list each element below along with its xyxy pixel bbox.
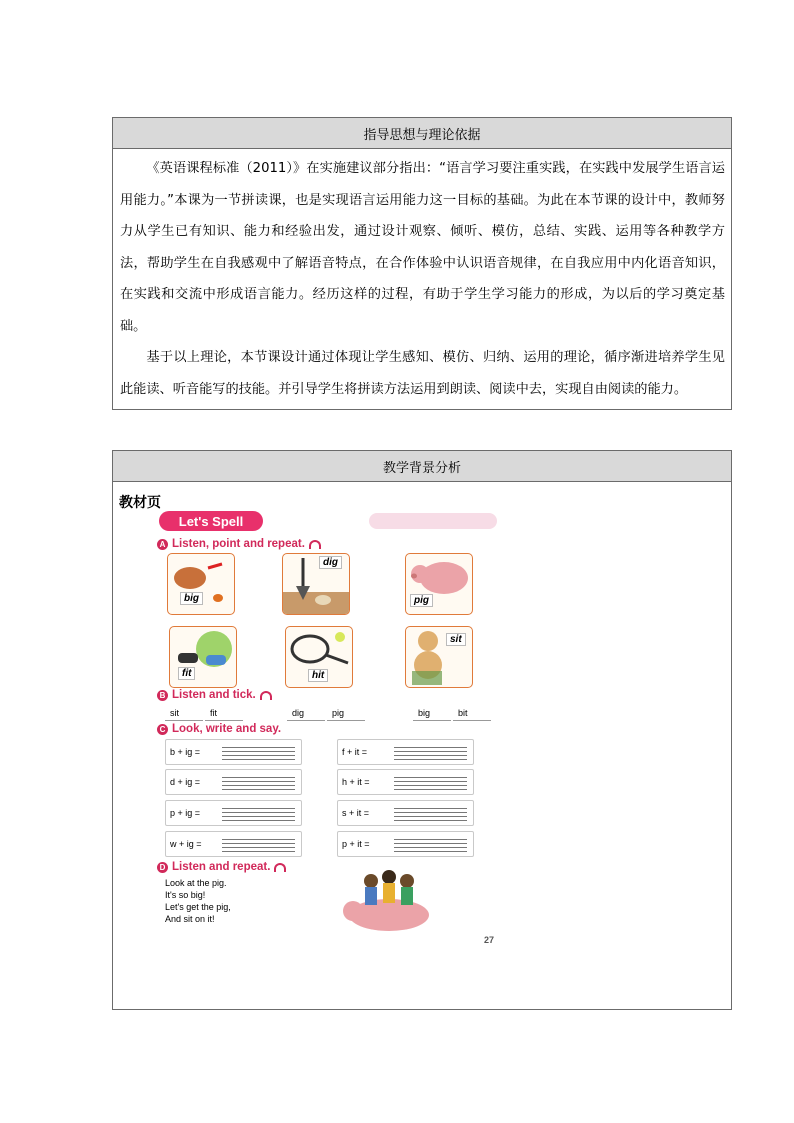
section-a-heading bbox=[157, 538, 321, 550]
equation-row bbox=[165, 800, 302, 826]
theory-paragraph-1: 《英语课程标准（2011）》在实施建议部分指出：“语言学习要注重实践，在实践中发展学生语言运用能力。”本课为一节拼读课，也是实现语言运用能力这一目标的基础。为此在本节课的设计中，教师努力从学生已有知识、能力和经验出发，通过设计观察、倾听、模仿，总结、实践、运用等各种教学方法，帮助学生在自我感观中了解语音特点，在合作体验中认识语音规律，在自我应用中内化语音知识，在实践和交流中形成语言能力。经历这样的过程，有助于学生学习能力的形成，为以后的学习奠定基础。 bbox=[120, 161, 725, 334]
equation-formula: f + it = bbox=[342, 747, 368, 757]
word-pig: pig bbox=[410, 594, 433, 607]
section-b-heading bbox=[157, 689, 272, 701]
chant-line: It's so big! bbox=[165, 890, 206, 900]
equation-row bbox=[337, 739, 474, 765]
equation-formula: d + ig = bbox=[170, 777, 201, 787]
equation-row bbox=[165, 769, 302, 795]
tick-word: bit bbox=[453, 707, 491, 721]
section-c-heading bbox=[157, 723, 281, 735]
equation-row bbox=[337, 831, 474, 857]
textbook-page-label: 教材页 bbox=[119, 495, 161, 511]
theory-paragraph-2: 基于以上理论，本节课设计通过体现让学生感知、模仿、归纳、运用的理论，循序渐进培养学生见此能读、听音能写的技能。并引导学生将拼读方法运用到朗读、阅读中去，实现自由阅读的能力。 bbox=[120, 350, 725, 397]
section-a-title: Listen, point and repeat. bbox=[172, 538, 305, 550]
equation-row bbox=[165, 831, 302, 857]
chant-line: And sit on it! bbox=[165, 914, 215, 924]
section-c-title: Look, write and say. bbox=[172, 723, 282, 735]
equation-formula: h + it = bbox=[342, 777, 370, 787]
equation-formula: b + ig = bbox=[170, 747, 201, 757]
chant-line: Let's get the pig, bbox=[165, 902, 231, 912]
chant-line: Look at the pig. bbox=[165, 878, 227, 888]
equation-row bbox=[165, 739, 302, 765]
tick-word: pig bbox=[327, 707, 365, 721]
tick-pair-3 bbox=[413, 707, 491, 721]
section-c-badge: C bbox=[157, 724, 168, 735]
picture-pig bbox=[405, 553, 473, 615]
textbook-page-image bbox=[157, 511, 512, 951]
section-b-title: Listen and tick. bbox=[172, 689, 256, 701]
word-sit: sit bbox=[446, 633, 466, 646]
word-dig: dig bbox=[319, 556, 342, 569]
equation-formula: p + ig = bbox=[170, 808, 201, 818]
word-big: big bbox=[180, 592, 203, 605]
tick-pair-2 bbox=[287, 707, 365, 721]
guiding-theory-table bbox=[112, 117, 732, 410]
writing-lines bbox=[394, 805, 467, 821]
tick-pair-1 bbox=[165, 707, 243, 721]
picture-sit-bear bbox=[405, 626, 473, 688]
equation-formula: w + ig = bbox=[170, 839, 202, 849]
section-b-badge: B bbox=[157, 690, 168, 701]
section-a-badge: A bbox=[157, 539, 168, 550]
section-d-badge: D bbox=[157, 862, 168, 873]
word-hit: hit bbox=[308, 669, 328, 682]
headphones-icon bbox=[260, 691, 272, 700]
faded-title-decoration bbox=[369, 513, 497, 529]
writing-lines bbox=[222, 774, 295, 790]
teaching-background-table bbox=[112, 450, 732, 1010]
tick-word: fit bbox=[205, 707, 243, 721]
word-fit: fit bbox=[178, 667, 195, 680]
picture-dig-shovel bbox=[282, 553, 350, 615]
teaching-background-header: 教学背景分析 bbox=[113, 451, 731, 482]
writing-lines bbox=[222, 805, 295, 821]
children-riding-pig-illustration bbox=[337, 859, 437, 939]
picture-big-potato bbox=[167, 553, 235, 615]
picture-fit-shoes bbox=[169, 626, 237, 688]
equation-row bbox=[337, 769, 474, 795]
section-d-heading bbox=[157, 861, 286, 873]
tick-word: big bbox=[413, 707, 451, 721]
page-number: 27 bbox=[483, 935, 494, 945]
writing-lines bbox=[394, 774, 467, 790]
writing-lines bbox=[222, 744, 295, 760]
tick-word: sit bbox=[165, 707, 203, 721]
guiding-theory-header: 指导思想与理论依据 bbox=[113, 118, 731, 149]
section-d-title: Listen and repeat. bbox=[172, 861, 271, 873]
headphones-icon bbox=[274, 863, 286, 872]
guiding-theory-body bbox=[113, 149, 731, 409]
writing-lines bbox=[394, 836, 467, 852]
picture-hit-racket bbox=[285, 626, 353, 688]
equation-row bbox=[337, 800, 474, 826]
writing-lines bbox=[394, 744, 467, 760]
equation-formula: p + it = bbox=[342, 839, 370, 849]
equation-formula: s + it = bbox=[342, 808, 370, 818]
lets-spell-title: Let's Spell bbox=[159, 511, 263, 531]
headphones-icon bbox=[309, 540, 321, 549]
tick-word: dig bbox=[287, 707, 325, 721]
chant-text bbox=[165, 877, 231, 925]
writing-lines bbox=[222, 836, 295, 852]
potato-icon bbox=[168, 554, 234, 614]
